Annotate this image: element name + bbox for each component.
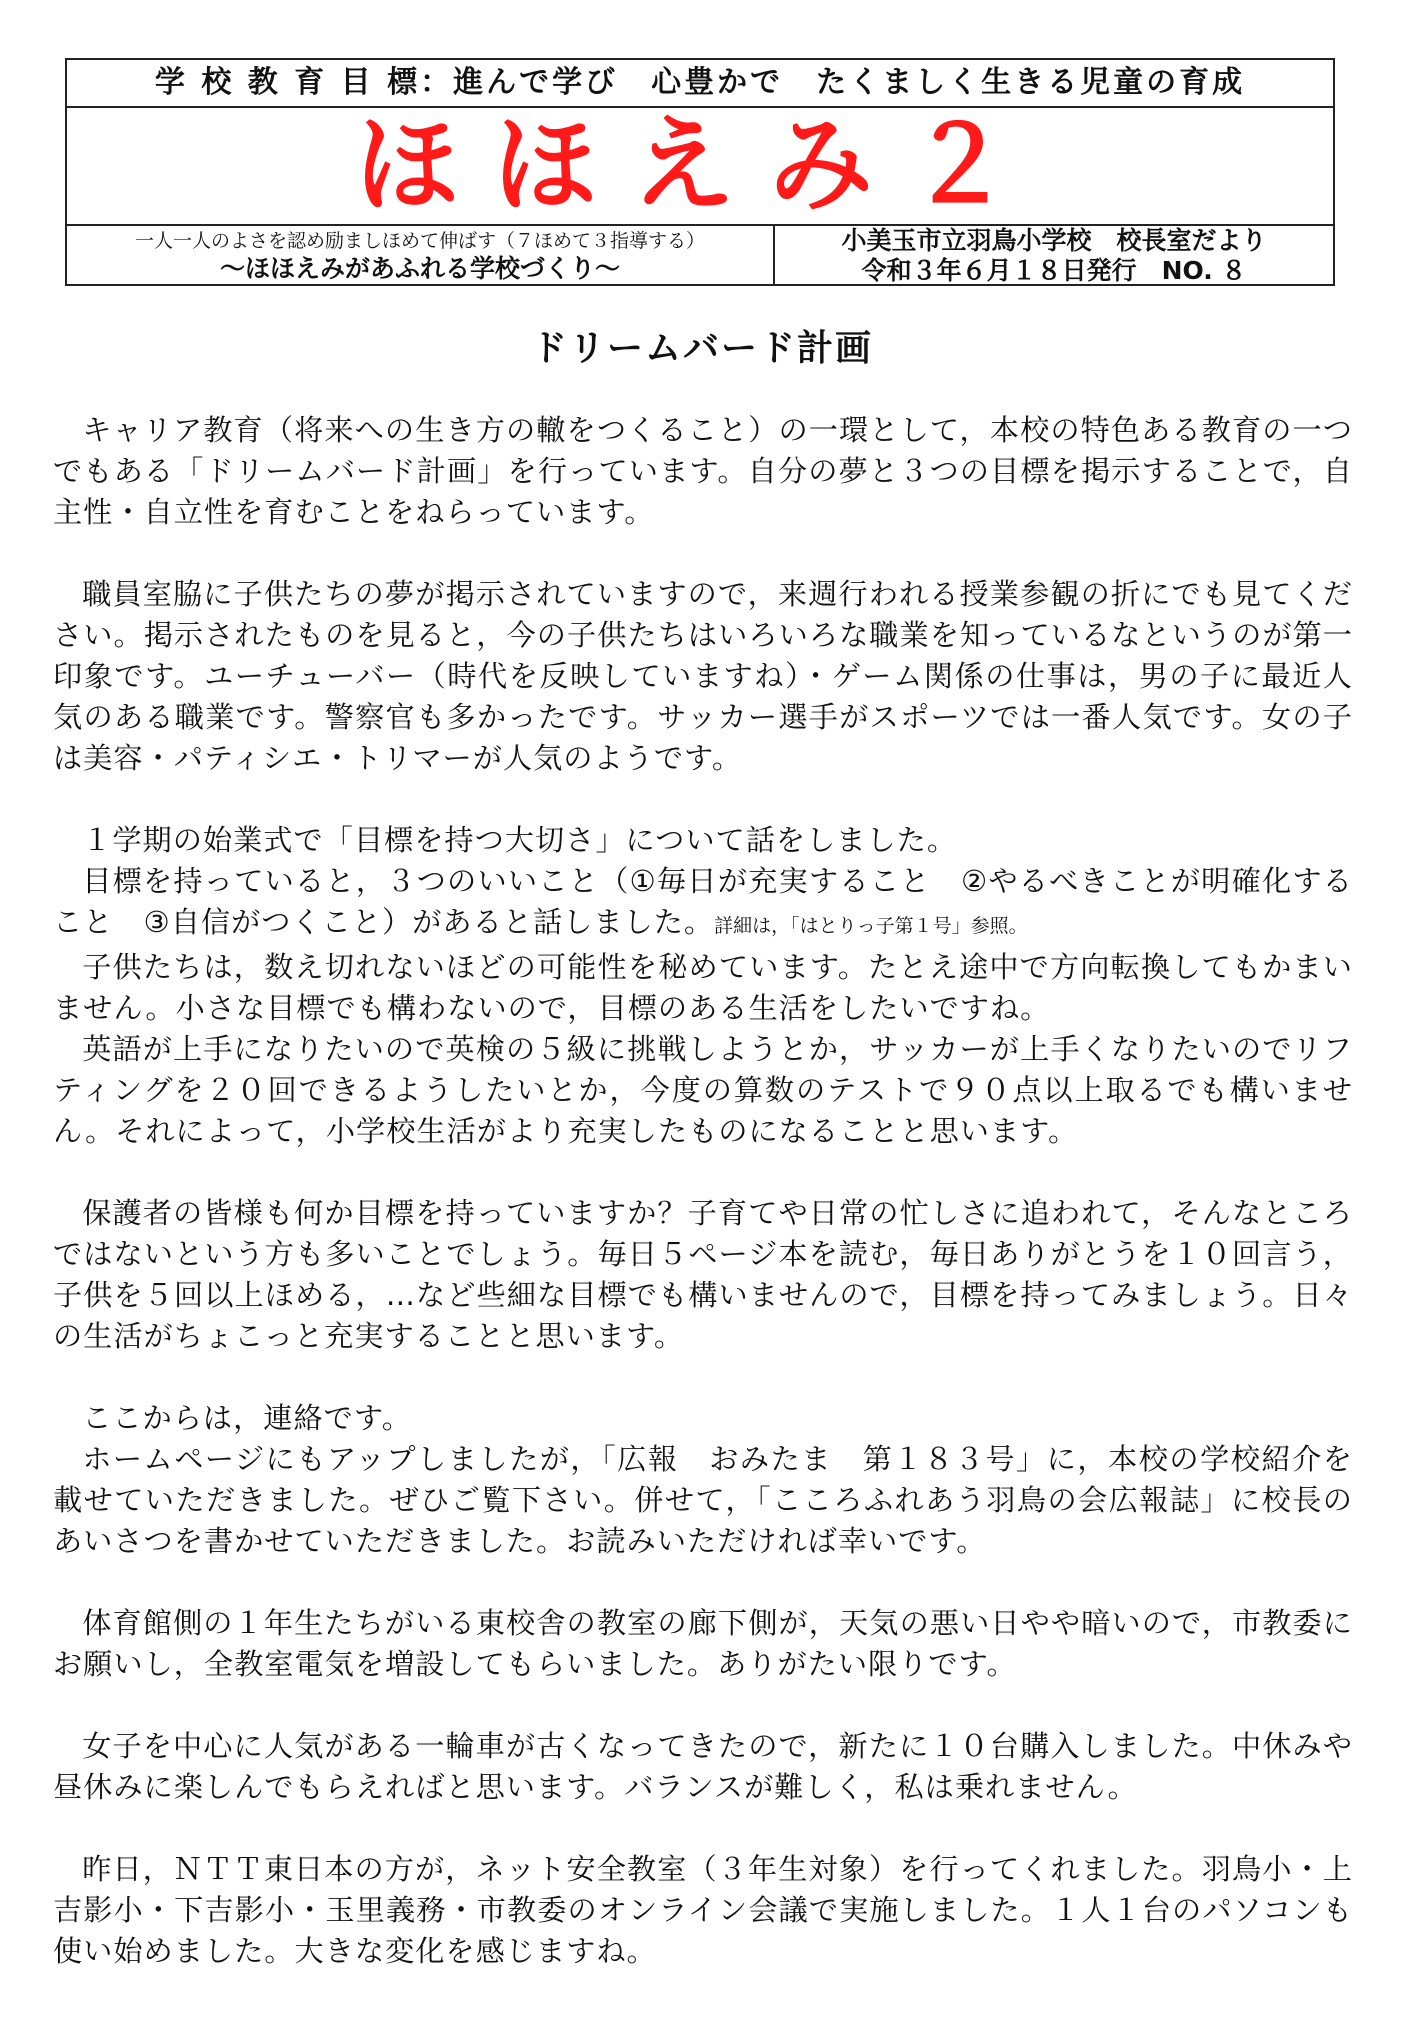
paragraph: ホームページにもアップしましたが，「広報 おみたま 第１８３号」に，本校の学校紹介を載せていただきました。ぜひご覧下さい。併せて，「こころふれあう羽鳥の会広報誌」に校長のあいさつを書かせていただきました。お読みいただければ幸いです。 — [53, 1442, 1353, 1558]
slogan-line-2: ～ほほえみがあふれる学校づくり～ — [219, 254, 620, 283]
issue-date-number: 令和３年６月１８日発行 NO. ８ — [861, 256, 1247, 285]
newsletter-slogan — [67, 224, 775, 286]
newsletter-title: ほほえみ２ — [67, 106, 1333, 226]
paragraph: 職員室脇に子供たちの夢が掲示されていますので，来週行われる授業参観の折にでも見てください。掲示されたものを見ると，今の子供たちはいろいろな職業を知っているなというのが第一印象です。ユーチューバー（時代を反映していますね）・ゲーム関係の仕事は，男の子に最近人気のある職業です。警察官も多かったです。サッカー選手がスポーツでは一番人気です。女の子は美容・パティシエ・トリマーが人気のようです。 — [53, 577, 1353, 775]
newsletter-header — [65, 58, 1335, 286]
paragraph: ここからは，連絡です。 — [82, 1401, 412, 1435]
article-body — [53, 410, 1353, 2013]
paragraph: 保護者の皆様も何か目標を持っていますか？子育てや日常の忙しさに追われて，そんなところではないという方も多いことでしょう。毎日５ページ本を読む，毎日ありがとうを１０回言う，子供を５回以上ほめる，…など些細な目標でも構いませんので，目標を持ってみましょう。日々の生活がちょこっと充実することと思います。 — [53, 1196, 1353, 1353]
paragraph — [53, 861, 1353, 947]
paragraph: 子供たちは，数え切れないほどの可能性を秘めています。たとえ途中で方向転換してもかまいません。小さな目標でも構わないので，目標のある生活をしたいですね。 — [53, 950, 1353, 1025]
paragraph: １学期の始業式で「目標を持つ大切さ」について話をしました。 — [82, 823, 958, 857]
paragraph: キャリア教育（将来への生き方の轍をつくること）の一環として，本校の特色ある教育の一つでもある「ドリームバード計画」を行っています。自分の夢と３つの目標を掲示することで，自主性・自立性を育むことをねらっています。 — [53, 413, 1353, 529]
reference-note: 詳細は，「はとりっ子第１号」参照。 — [714, 915, 1028, 937]
school-motto: 学 校 教 育 目 標：進んで学び 心豊かで たくましく生きる児童の育成 — [67, 60, 1333, 108]
paragraph: 体育館側の１年生たちがいる東校舎の教室の廊下側が，天気の悪い日やや暗いので，市教委にお願いし，全教室電気を増設してもらいました。ありがたい限りです。 — [53, 1606, 1353, 1681]
article-title: ドリームバード計画 — [530, 328, 873, 369]
issue-info — [775, 224, 1333, 286]
paragraph: 昨日，ＮＴＴ東日本の方が，ネット安全教室（３年生対象）を行ってくれました。羽鳥小・上吉影小・下吉影小・玉里義務・市教委のオンライン会議で実施しました。１人１台のパソコンも使い始めました。大きな変化を感じますね。 — [53, 1852, 1353, 1968]
school-name: 小美玉市立羽鳥小学校 校長室だより — [841, 226, 1267, 255]
paragraph: 女子を中心に人気がある一輪車が古くなってきたので，新たに１０台購入しました。中休みや昼休みに楽しんでもらえればと思います。バランスが難しく，私は乗れません。 — [53, 1729, 1353, 1804]
slogan-line-1: 一人一人のよさを認め励ましほめて伸ばす（７ほめて３指導する） — [134, 230, 705, 252]
paragraph: 英語が上手になりたいので英検の５級に挑戦しようとか，サッカーが上手くなりたいのでリフティングを２０回できるようしたいとか，今度の算数のテストで９０点以上取るでも構いません。それによって，小学校生活がより充実したものになることと思います。 — [53, 1032, 1353, 1148]
paragraph-text: 目標を持っていると，３つのいいこと（①毎日が充実すること ②やるべきことが明確化すること ③自信がつくこと）があると話しました。 — [53, 864, 1353, 939]
